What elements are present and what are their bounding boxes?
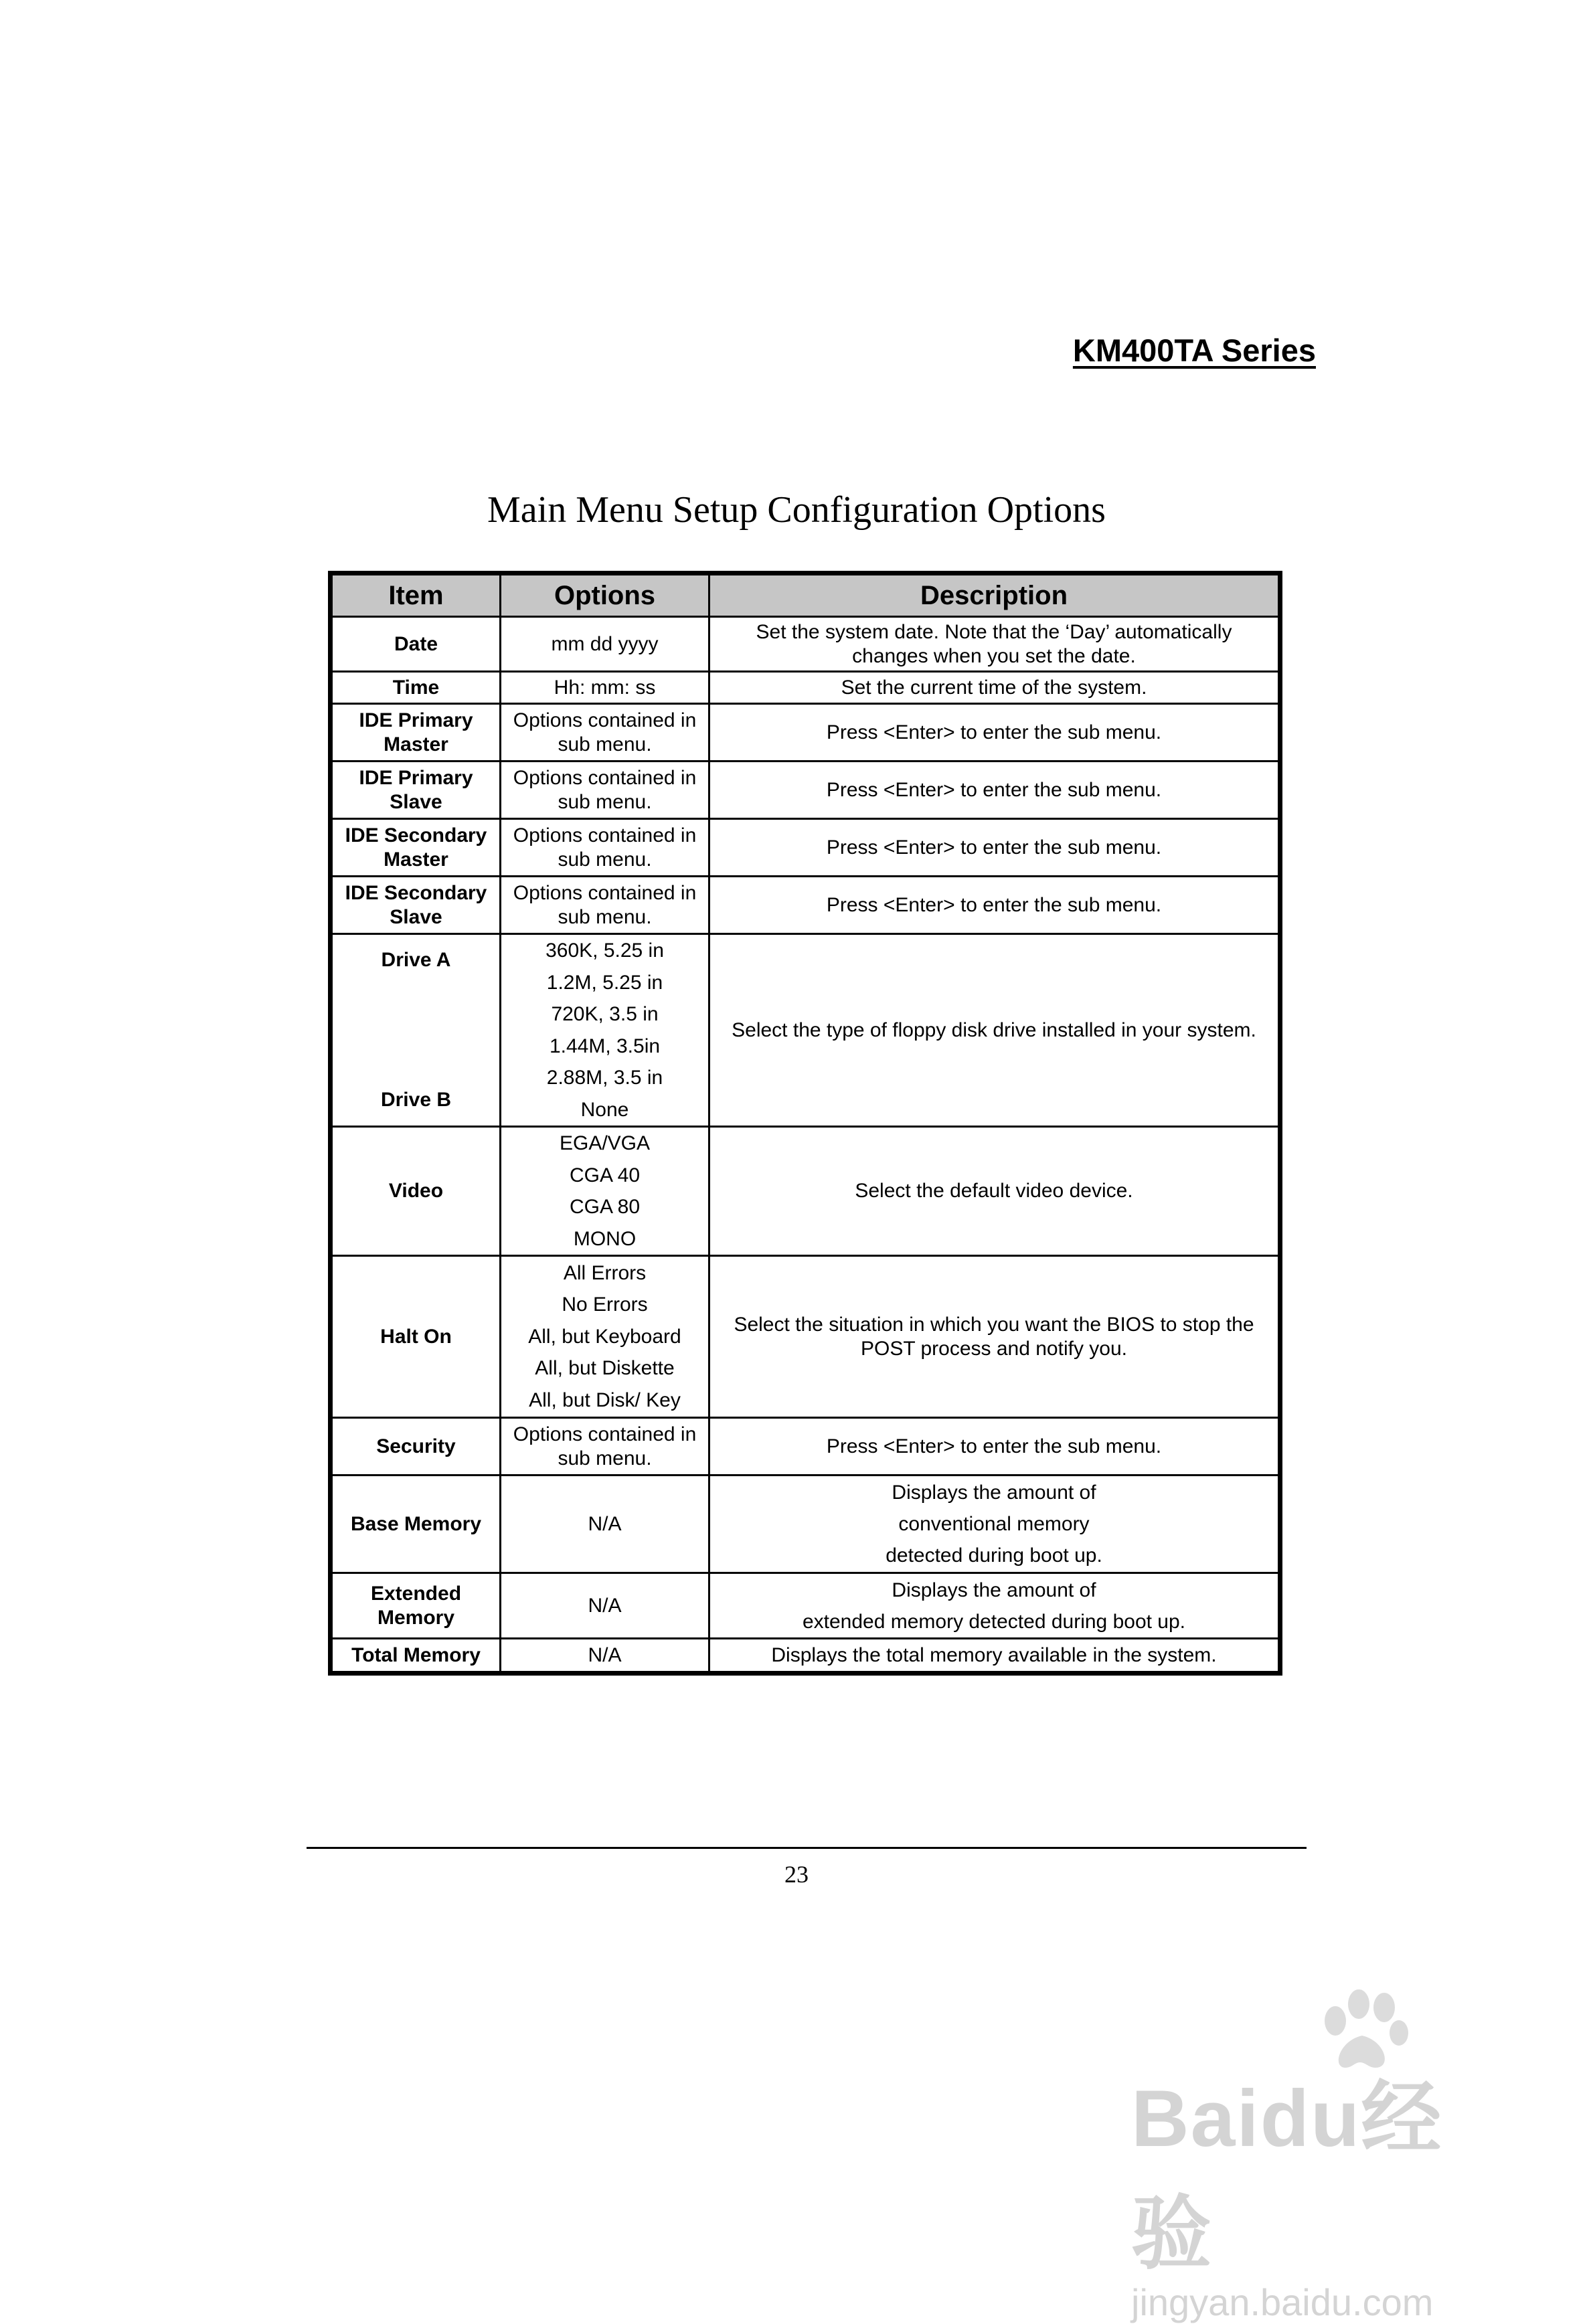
table-row-total-memory xyxy=(332,1639,1279,1672)
option-line: All, but Keyboard xyxy=(528,1325,681,1348)
description-cell: Set the system date. Note that the ‘Day’ automatically changes when you set the date. xyxy=(709,617,1279,672)
table-row-security xyxy=(332,1418,1279,1476)
table-row-base-memory xyxy=(332,1476,1279,1573)
footer-divider xyxy=(307,1847,1307,1849)
table-row-video xyxy=(332,1127,1279,1256)
item-cell: Video xyxy=(332,1127,501,1256)
description-line: Displays the amount of xyxy=(892,1579,1096,1601)
drive-b-label: Drive B xyxy=(380,1089,452,1111)
option-line: 1.2M, 5.25 in xyxy=(546,971,663,994)
item-cell: IDE Primary Master xyxy=(332,704,501,762)
options-cell xyxy=(501,1256,709,1418)
description-cell xyxy=(709,1476,1279,1573)
item-cell: Extended Memory xyxy=(332,1573,501,1639)
document-series-title: KM400TA Series xyxy=(1072,333,1316,368)
option-line: CGA 80 xyxy=(569,1196,641,1218)
watermark-logo: Baidu经验 xyxy=(1131,2074,1443,2278)
table-header-row xyxy=(332,575,1279,617)
description-line: extended memory detected during boot up. xyxy=(802,1610,1186,1633)
header-options: Options xyxy=(501,575,709,617)
header-item: Item xyxy=(332,575,501,617)
option-line: All, but Disk/ Key xyxy=(529,1389,681,1411)
description-cell: Press <Enter> to enter the sub menu. xyxy=(709,762,1279,819)
description-cell: Press <Enter> to enter the sub menu. xyxy=(709,704,1279,762)
options-cell: Options contained in sub menu. xyxy=(501,1418,709,1476)
item-cell xyxy=(332,934,501,1127)
table-row-extended-memory xyxy=(332,1573,1279,1639)
page-number: 23 xyxy=(784,1861,809,1888)
item-cell: Base Memory xyxy=(332,1476,501,1573)
table-row-drive xyxy=(332,934,1279,1127)
watermark-url: jingyan.baidu.com xyxy=(1131,2281,1434,2323)
description-cell: Select the type of floppy disk drive installed in your system. xyxy=(709,934,1279,1127)
options-cell: N/A xyxy=(501,1476,709,1573)
description-cell: Press <Enter> to enter the sub menu. xyxy=(709,877,1279,934)
option-line: 360K, 5.25 in xyxy=(546,940,664,962)
table-row-time xyxy=(332,672,1279,704)
options-cell: N/A xyxy=(501,1639,709,1672)
options-cell: Options contained in sub menu. xyxy=(501,704,709,762)
option-line: CGA 40 xyxy=(569,1164,641,1186)
options-cell: Options contained in sub menu. xyxy=(501,819,709,877)
option-line: MONO xyxy=(573,1227,637,1250)
item-cell: Time xyxy=(332,672,501,704)
option-line: 1.44M, 3.5in xyxy=(549,1035,661,1057)
options-cell xyxy=(501,1127,709,1256)
option-line: No Errors xyxy=(562,1293,648,1316)
options-cell xyxy=(501,934,709,1127)
description-line: detected during boot up. xyxy=(886,1544,1102,1567)
item-cell: IDE Secondary Slave xyxy=(332,877,501,934)
config-options-table xyxy=(328,571,1282,1676)
baidu-watermark xyxy=(1131,2014,1506,2323)
table-row-ide-secondary-master xyxy=(332,819,1279,877)
option-line: None xyxy=(580,1098,629,1121)
description-cell: Press <Enter> to enter the sub menu. xyxy=(709,819,1279,877)
description-cell: Displays the total memory available in the system. xyxy=(709,1639,1279,1672)
option-line: EGA/VGA xyxy=(559,1132,651,1154)
table-row-ide-primary-master xyxy=(332,704,1279,762)
item-cell: IDE Secondary Master xyxy=(332,819,501,877)
item-cell: Halt On xyxy=(332,1256,501,1418)
options-cell: Hh: mm: ss xyxy=(501,672,709,704)
table-row-date xyxy=(332,617,1279,672)
option-line: All, but Diskette xyxy=(535,1357,675,1380)
drive-a-label: Drive A xyxy=(381,949,451,971)
options-cell: mm dd yyyy xyxy=(501,617,709,672)
item-cell: Total Memory xyxy=(332,1639,501,1672)
item-cell: Date xyxy=(332,617,501,672)
description-cell: Select the default video device. xyxy=(709,1127,1279,1256)
page-title: Main Menu Setup Configuration Options xyxy=(487,489,1106,531)
table-row-ide-secondary-slave xyxy=(332,877,1279,934)
header-description: Description xyxy=(709,575,1279,617)
description-cell: Select the situation in which you want the BIOS to stop the POST process and notify you. xyxy=(709,1256,1279,1418)
table-row-ide-primary-slave xyxy=(332,762,1279,819)
options-cell: N/A xyxy=(501,1573,709,1639)
options-cell: Options contained in sub menu. xyxy=(501,762,709,819)
description-line: conventional memory xyxy=(898,1513,1090,1535)
option-line: All Errors xyxy=(563,1261,647,1284)
description-cell xyxy=(709,1573,1279,1639)
option-line: 2.88M, 3.5 in xyxy=(546,1067,663,1089)
option-line: 720K, 3.5 in xyxy=(551,1003,659,1025)
description-line: Displays the amount of xyxy=(892,1482,1096,1504)
description-cell: Press <Enter> to enter the sub menu. xyxy=(709,1418,1279,1476)
table-row-halt-on xyxy=(332,1256,1279,1418)
options-cell: Options contained in sub menu. xyxy=(501,877,709,934)
description-cell: Set the current time of the system. xyxy=(709,672,1279,704)
item-cell: IDE Primary Slave xyxy=(332,762,501,819)
item-cell: Security xyxy=(332,1418,501,1476)
